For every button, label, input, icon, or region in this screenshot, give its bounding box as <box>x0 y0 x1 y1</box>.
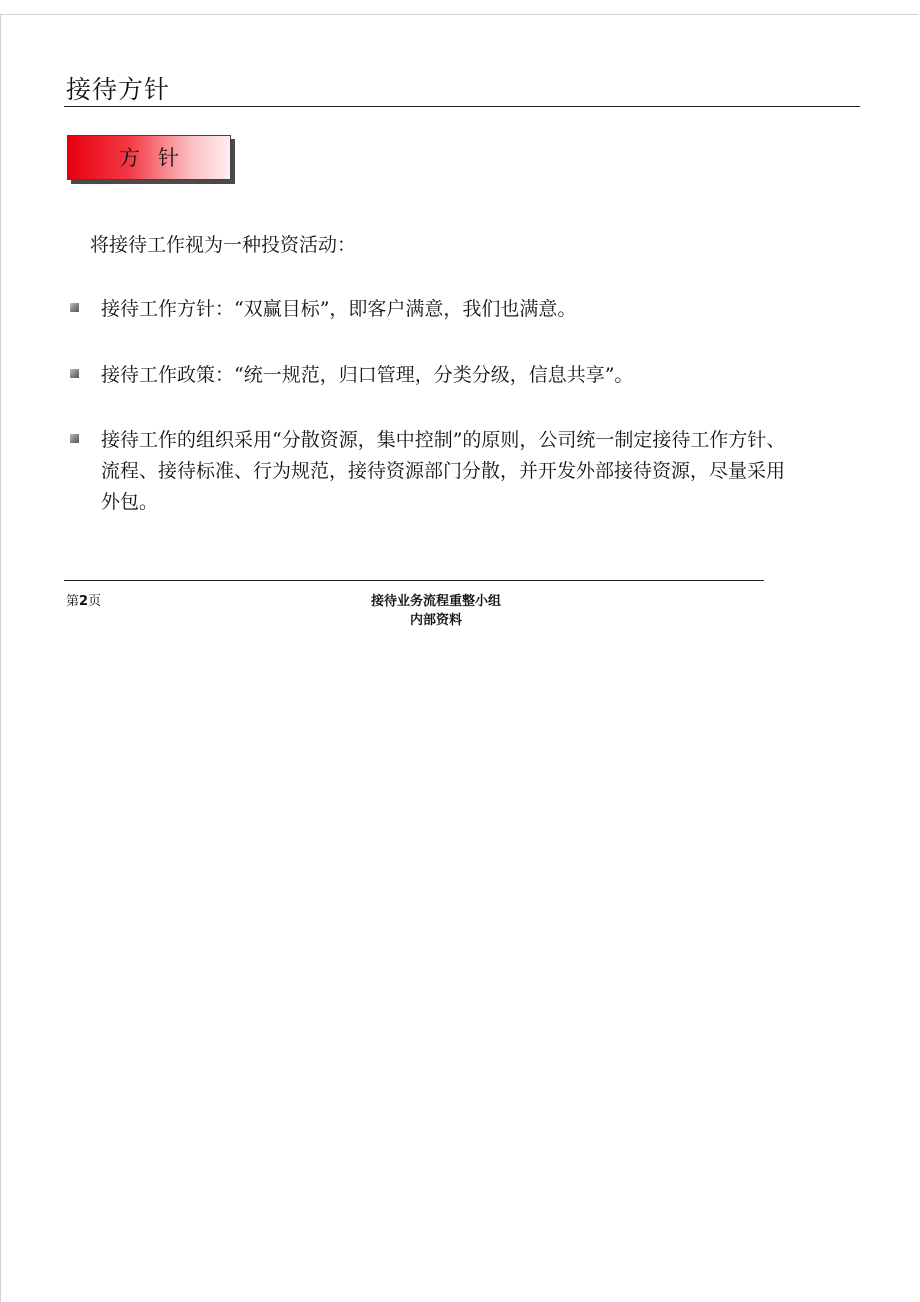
footer-classification: 内部资料 <box>409 613 462 628</box>
section-badge-label: 方针 <box>119 146 197 170</box>
square-bullet-icon <box>70 369 79 378</box>
page-number-prefix: 第 <box>66 594 80 609</box>
page-number-suffix: 页 <box>88 594 102 609</box>
square-bullet-icon <box>70 434 79 443</box>
footer-group-name: 接待业务流程重整小组 <box>370 594 501 609</box>
page-number-value: 2 <box>79 594 89 609</box>
footer-info <box>300 592 572 630</box>
page-number <box>66 590 101 609</box>
page-frame <box>0 14 918 1302</box>
intro-text: 将接待工作视为一种投资活动： <box>90 234 357 256</box>
page-title: 接待方针 <box>66 75 171 104</box>
bullet-text: 接待工作的组织采用“分散资源，集中控制”的原则，公司统一制定接待工作方针、流程、接待标准、行为规范，接待资源部门分散，并开发外部接待资源，尽量采用外包。 <box>101 429 786 513</box>
title-divider <box>64 106 860 107</box>
square-bullet-icon <box>70 303 79 312</box>
bullet-text: 接待工作政策：“统一规范，归口管理，分类分级，信息共享”。 <box>101 364 634 386</box>
section-badge <box>67 135 231 180</box>
bullet-text: 接待工作方针：“双赢目标”，即客户满意，我们也满意。 <box>101 298 577 320</box>
footer-divider <box>64 580 764 581</box>
